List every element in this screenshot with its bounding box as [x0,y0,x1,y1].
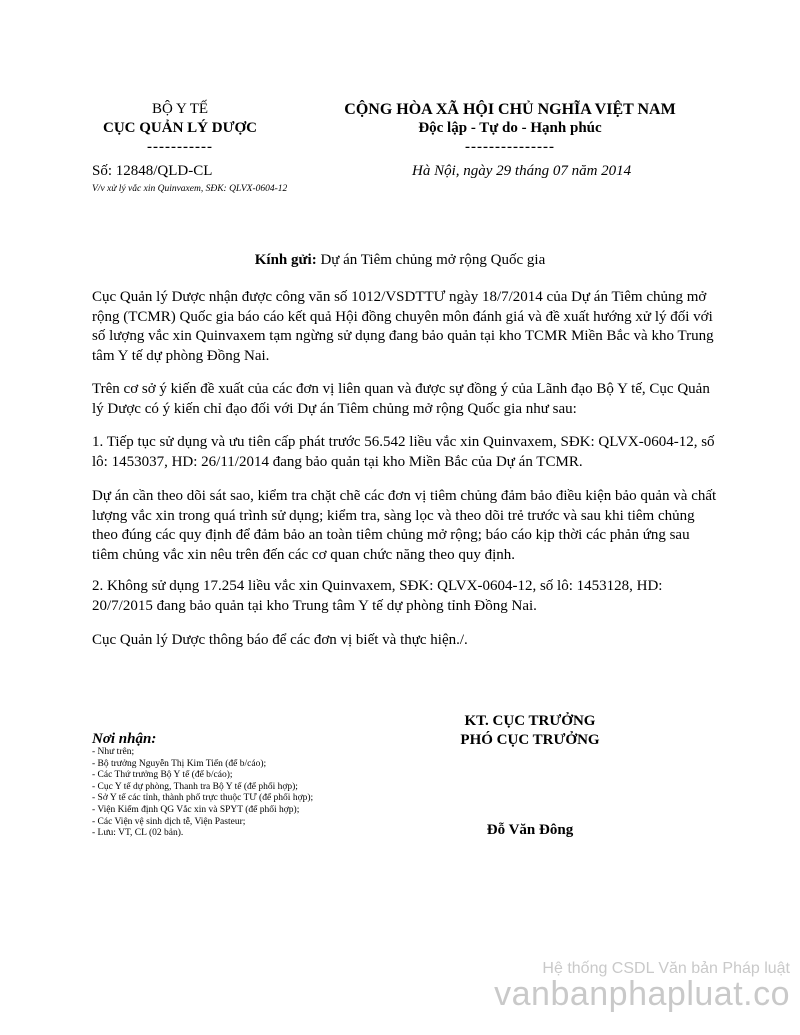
recipients-title: Nơi nhận: [92,731,157,747]
recipients-list [92,747,313,840]
recipient-item: - Sở Y tế các tỉnh, thành phố trực thuộc TƯ (để phối hợp); [92,793,314,804]
signer-name: Đỗ Văn Đông [486,822,574,838]
recipient-name: Dự án Tiêm chủng mở rộng Quốc gia [316,252,546,268]
signature-line-1: KT. CỤC TRƯỞNG [464,713,596,729]
recipient-line [0,252,800,269]
national-title-block [300,100,720,157]
body-paragraph-5: 2. Không sử dụng 17.254 liều vắc xin Quinvaxem, SĐK: QLVX-0604-12, số lô: 1453128, HD: 20/7/2015 đang bảo quản tại kho Trung tâm Y tế dự phòng tỉnh Đồng Nai. [92,578,663,614]
recipient-item: - Bộ trưởng Nguyễn Thị Kim Tiến (để b/cáo); [92,758,267,769]
body-paragraph-1: Cục Quản lý Dược nhận được công văn số 1012/VSDTTƯ ngày 18/7/2014 của Dự án Tiêm chủng mở rộng (TCMR) Quốc gia báo cáo kết quả Hội đồng chuyên môn đánh giá và đề xuất hướng xử lý đối với số lượng vắc xin Quinvaxem tạm ngừng sử dụng đang bảo quản tại kho TCMR Miền Bắc và kho Trung tâm Y tế dự phòng Đồng Nai. [92,289,714,364]
watermark-caption: Hệ thống CSDL Văn bản Pháp luật [542,960,790,977]
signature-line-2: PHÓ CỤC TRƯỞNG [460,732,600,748]
recipient-item: - Các Thứ trưởng Bộ Y tế (để b/cáo); [92,770,233,781]
signature-title [380,712,680,750]
ministry-name: BỘ Y TẾ [151,101,209,117]
document-subject: V/v xử lý vắc xin Quinvaxem, SĐK: QLVX-0604-12 [92,184,288,194]
document-number: Số: 12848/QLD-CL [92,163,213,179]
country-name: CỘNG HÒA XÃ HỘI CHỦ NGHĨA VIỆT NAM [344,101,676,118]
motto-divider: --------------- [465,139,555,155]
body-paragraph-2: Trên cơ sở ý kiến đề xuất của các đơn vị liên quan và được sự đồng ý của Lãnh đạo Bộ Y tế, Cục Quản lý Dược có ý kiến chỉ đạo đối với Dự án Tiêm chủng mở rộng Quốc gia như sau: [92,381,710,417]
body-paragraph-6: Cục Quản lý Dược thông báo để các đơn vị biết và thực hiện./. [92,632,468,648]
recipient-label: Kính gửi: [254,252,317,268]
issuer-block [80,100,280,157]
body-paragraph-3: 1. Tiếp tục sử dụng và ưu tiên cấp phát trước 56.542 liều vắc xin Quinvaxem, SĐK: QLVX-0604-12, số lô: 1453037, HD: 26/11/2014 đang bảo quản tại kho Miền Bắc của Dự án TCMR. [92,434,715,470]
national-motto: Độc lập - Tự do - Hạnh phúc [418,120,602,136]
recipient-item: - Các Viện vệ sinh dịch tễ, Viện Pasteur; [92,816,246,827]
recipient-item: - Viện Kiểm định QG Vắc xin và SPYT (để phối hợp); [92,804,300,815]
recipient-item: - Như trên; [92,747,135,757]
department-divider: ----------- [147,139,213,155]
watermark-site: vanbanphapluat.co [494,975,790,1013]
department-name: CỤC QUẢN LÝ DƯỢC [102,120,258,136]
body-paragraph-4: Dự án cần theo dõi sát sao, kiểm tra chặt chẽ các đơn vị tiêm chủng đảm bảo điều kiện bảo quản và chất lượng vắc xin trong quá trình sử dụng; kiểm tra, sàng lọc và theo dõi trẻ trước và sau khi tiêm chủng theo đúng các quy định để đảm bảo an toàn tiêm chủng mở rộng; báo cáo kịp thời các phản ứng sau tiêm chủng vắc xin nêu trên đến các cơ quan chức năng theo quy định. [92,488,717,563]
recipient-item: - Lưu: VT, CL (02 bản). [92,828,184,839]
document-date: Hà Nội, ngày 29 tháng 07 năm 2014 [412,163,632,179]
recipient-item: - Cục Y tế dự phòng, Thanh tra Bộ Y tế (để phối hợp); [92,781,298,792]
